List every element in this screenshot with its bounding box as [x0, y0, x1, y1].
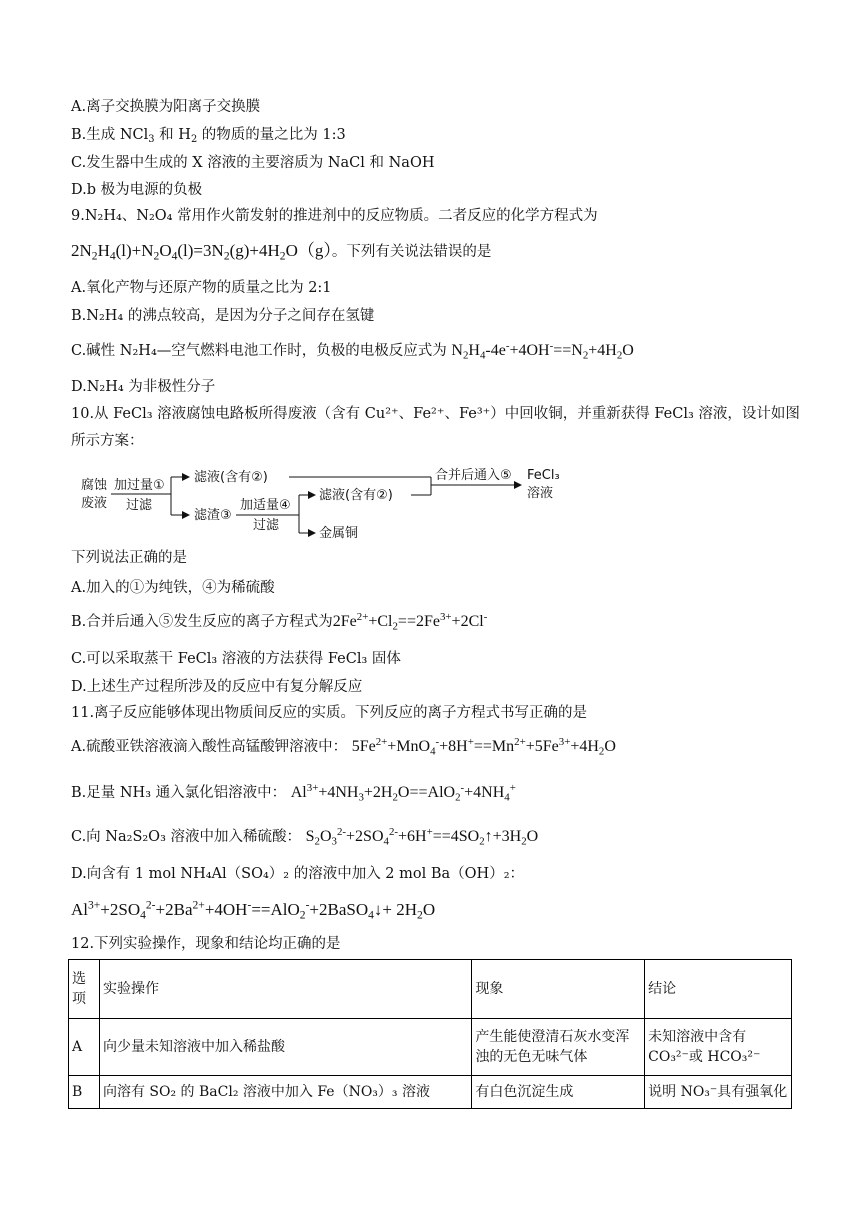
q10-option-a: A.加入的①为纯铁，④为稀硫酸: [71, 580, 275, 596]
q10-stem-line1: 10.从 FeCl₃ 溶液腐蚀电路板所得废液（含有 Cu²⁺、Fe²⁺、Fe³⁺）中回收铜，并重新获得 FeCl₃ 溶液，设计如图: [71, 406, 800, 422]
row-a-operation: 向少量未知溶液中加入稀盐酸: [99, 1019, 471, 1076]
flow-step1-top: 加过量①: [114, 478, 165, 493]
q9-option-c: C.碱性 N₂H₄—空气燃料电池工作时，负极的电极反应式为 $N_2H_4-4e^-+4OH^-==N_2+4H_2O$: [71, 340, 634, 362]
flow-start-1: 腐蚀: [81, 478, 108, 493]
header-phenomenon: 现象: [472, 960, 645, 1019]
flow-start-2: 废液: [81, 496, 108, 511]
row-b-operation: 向溶有 SO₂ 的 BaCl₂ 溶液中加入 Fe（NO₃）₃ 溶液: [99, 1076, 471, 1109]
q12-table: [68, 959, 792, 1109]
flow-product-2: 溶液: [527, 486, 554, 501]
row-a-option: A: [69, 1019, 100, 1076]
q11-option-b: B.足量 NH₃ 通入氯化铝溶液中： $Al^{3+}+4NH_3+2H_2O==AlO_2^-+4NH_4^+$: [71, 782, 516, 804]
q10-option-c: C.可以采取蒸干 FeCl₃ 溶液的方法获得 FeCl₃ 固体: [71, 651, 401, 667]
flow-filtrate-1: 滤液(含有②): [194, 470, 268, 485]
row-a-conclusion: 未知溶液中含有 CO₃²⁻或 HCO₃²⁻: [645, 1019, 792, 1076]
q8-option-c: C.发生器中生成的 X 溶液的主要溶质为 NaCl 和 NaOH: [71, 155, 435, 171]
flow-step2-bottom: 过滤: [253, 518, 280, 533]
q9-option-d: D.N₂H₄ 为非极性分子: [71, 379, 216, 395]
q10-stem-line2: 所示方案：: [71, 433, 144, 449]
row-b-conclusion: 说明 NO₃⁻具有强氧化: [645, 1076, 792, 1109]
q11-option-c: C.向 Na₂S₂O₃ 溶液中加入稀硫酸： $S_2O_3^{2-}+2SO_4^{2-}+6H^+==4SO_2↑+3H_2O$: [71, 826, 539, 848]
q10-option-d: D.上述生产过程所涉及的反应中有复分解反应: [71, 679, 363, 695]
q11-option-d-equation: $Al^{3+}+2SO_4^{2-}+2Ba^{2+}+4OH^-==AlO_2^-+2BaSO_4↓+ 2H_2O$: [71, 898, 436, 922]
q10-question: 下列说法正确的是: [71, 550, 187, 566]
q8-option-d: D.b 极为电源的负极: [71, 182, 203, 198]
table-row: [69, 1076, 792, 1109]
header-option: 选项: [69, 960, 100, 1019]
q9-stem: 9.N₂H₄、N₂O₄ 常用作火箭发射的推进剂中的反应物质。二者反应的化学方程式为: [71, 208, 598, 224]
flow-filtrate-2: 滤液(含有②): [319, 488, 393, 503]
row-a-phenomenon: 产生能使澄清石灰水变浑浊的无色无味气体: [472, 1019, 645, 1076]
q10-flow-diagram: [71, 459, 571, 543]
q11-option-a: A.硫酸亚铁溶液滴入酸性高锰酸钾溶液中： $5Fe^{2+}+MnO_4^-+8H^+==Mn^{2+}+5Fe^{3+}+4H_2O$: [71, 736, 616, 758]
flow-residue: 滤渣③: [194, 508, 232, 523]
flow-step1-bottom: 过滤: [126, 498, 153, 513]
q10-option-b: B.合并后通入⑤发生反应的离子方程式为$2Fe^{2+}+Cl_2==2Fe^{3+}+2Cl^-$: [71, 611, 488, 633]
row-b-phenomenon: 有白色沉淀生成: [472, 1076, 645, 1109]
table-header-row: [69, 960, 792, 1019]
flow-merge: 合并后通入⑤: [435, 468, 512, 483]
header-conclusion: 结论: [645, 960, 792, 1019]
row-b-option: B: [69, 1076, 100, 1109]
q9-option-a: A.氧化产物与还原产物的质量之比为 2:1: [71, 280, 332, 296]
q8-option-a: A.离子交换膜为阳离子交换膜: [71, 99, 261, 115]
q9-option-b: B.N₂H₄ 的沸点较高，是因为分子之间存在氢键: [71, 308, 375, 324]
flow-product-1: FeCl₃: [527, 468, 560, 483]
flow-step2-top: 加适量④: [240, 498, 291, 513]
header-operation: 实验操作: [99, 960, 471, 1019]
q8-option-b: B.生成 NCl$_3$ 和 $H_2$ 的物质的量之比为 1:3: [71, 127, 346, 145]
table-row: [69, 1019, 792, 1076]
q11-stem: 11.离子反应能够体现出物质间反应的实质。下列反应的离子方程式书写正确的是: [71, 705, 588, 721]
flow-copper: 金属铜: [319, 526, 359, 541]
q11-option-d: D.向含有 1 mol NH₄Al（SO₄）₂ 的溶液中加入 2 mol Ba（OH）₂：: [71, 866, 525, 882]
q9-equation: $2N_2H_4(l)+N_2O_4(l)=3N_2(g)+4H_2O(g)$。下列有关说法错误的是: [71, 241, 492, 263]
q12-stem: 12.下列实验操作，现象和结论均正确的是: [71, 936, 341, 952]
